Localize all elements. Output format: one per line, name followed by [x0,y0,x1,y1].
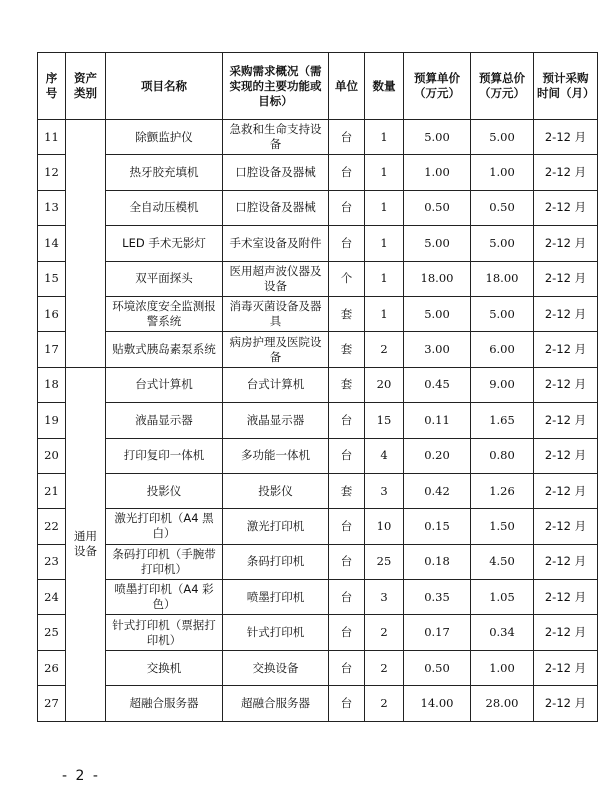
cell-total-price: 1.05 [471,580,534,615]
cell-unit-price: 1.00 [404,155,471,190]
cell-total-price: 6.00 [471,332,534,367]
cell-seq: 27 [38,686,66,721]
cell-item-name: 全自动压模机 [106,190,223,225]
header-asset-category: 资产类别 [66,53,106,120]
header-unit: 单位 [329,53,365,120]
cell-purchase-time: 2-12 月 [534,155,598,190]
cell-unit-price: 5.00 [404,226,471,261]
cell-requirement: 病房护理及医院设备 [223,332,329,367]
cell-unit: 个 [329,261,365,296]
cell-unit: 台 [329,226,365,261]
cell-unit-price: 18.00 [404,261,471,296]
cell-seq: 22 [38,509,66,544]
cell-item-name: 除颤监护仪 [106,120,223,155]
cell-seq: 26 [38,650,66,685]
cell-unit: 台 [329,438,365,473]
cell-requirement: 液晶显示器 [223,403,329,438]
cell-unit-price: 5.00 [404,120,471,155]
table-row [38,367,598,402]
cell-quantity: 1 [365,155,404,190]
cell-total-price: 1.65 [471,403,534,438]
cell-item-name: 双平面探头 [106,261,223,296]
cell-total-price: 1.00 [471,155,534,190]
cell-seq: 17 [38,332,66,367]
cell-purchase-time: 2-12 月 [534,650,598,685]
cell-unit-price: 0.42 [404,473,471,508]
cell-quantity: 1 [365,296,404,331]
header-total-price: 预算总价（万元） [471,53,534,120]
cell-requirement: 手术室设备及附件 [223,226,329,261]
cell-total-price: 1.00 [471,650,534,685]
table-row [38,403,598,438]
cell-unit: 套 [329,332,365,367]
cell-unit: 台 [329,120,365,155]
cell-total-price: 4.50 [471,544,534,579]
cell-quantity: 10 [365,509,404,544]
cell-item-name: 台式计算机 [106,367,223,402]
cell-item-name: 贴敷式胰岛素泵系统 [106,332,223,367]
cell-item-name: 环境浓度安全监测报警系统 [106,296,223,331]
cell-unit-price: 0.11 [404,403,471,438]
cell-seq: 13 [38,190,66,225]
cell-quantity: 1 [365,226,404,261]
cell-seq: 20 [38,438,66,473]
table-row [38,544,598,579]
cell-total-price: 0.50 [471,190,534,225]
cell-purchase-time: 2-12 月 [534,544,598,579]
cell-quantity: 2 [365,615,404,650]
cell-item-name: LED 手术无影灯 [106,226,223,261]
cell-item-name: 打印复印一体机 [106,438,223,473]
cell-item-name: 喷墨打印机（A4 彩色） [106,580,223,615]
table-row [38,686,598,721]
cell-purchase-time: 2-12 月 [534,403,598,438]
cell-unit-price: 3.00 [404,332,471,367]
cell-quantity: 2 [365,650,404,685]
cell-unit-price: 14.00 [404,686,471,721]
header-item-name: 项目名称 [106,53,223,120]
cell-purchase-time: 2-12 月 [534,367,598,402]
cell-unit-price: 0.50 [404,650,471,685]
cell-unit: 台 [329,403,365,438]
cell-requirement: 交换设备 [223,650,329,685]
table-row [38,155,598,190]
cell-asset-category [66,120,106,368]
cell-seq: 15 [38,261,66,296]
header-unit-price: 预算单价（万元） [404,53,471,120]
cell-purchase-time: 2-12 月 [534,296,598,331]
procurement-table [37,52,598,722]
cell-unit-price: 0.15 [404,509,471,544]
cell-unit-price: 0.18 [404,544,471,579]
cell-quantity: 3 [365,473,404,508]
cell-unit: 套 [329,473,365,508]
cell-unit-price: 0.45 [404,367,471,402]
cell-requirement: 台式计算机 [223,367,329,402]
table-row [38,332,598,367]
cell-total-price: 5.00 [471,226,534,261]
cell-seq: 16 [38,296,66,331]
cell-unit: 台 [329,686,365,721]
cell-seq: 18 [38,367,66,402]
cell-unit-price: 0.17 [404,615,471,650]
cell-purchase-time: 2-12 月 [534,580,598,615]
cell-quantity: 2 [365,332,404,367]
cell-asset-category: 通用设备 [66,367,106,721]
cell-unit-price: 0.20 [404,438,471,473]
table-row [38,438,598,473]
cell-requirement: 条码打印机 [223,544,329,579]
cell-item-name: 针式打印机（票据打印机） [106,615,223,650]
cell-requirement: 口腔设备及器械 [223,190,329,225]
table-header-row [38,53,598,120]
header-quantity: 数量 [365,53,404,120]
cell-seq: 11 [38,120,66,155]
cell-requirement: 急救和生命支持设备 [223,120,329,155]
table-row [38,226,598,261]
cell-seq: 21 [38,473,66,508]
cell-purchase-time: 2-12 月 [534,120,598,155]
table-body [38,120,598,722]
cell-seq: 24 [38,580,66,615]
cell-total-price: 28.00 [471,686,534,721]
cell-unit-price: 0.50 [404,190,471,225]
table-row [38,296,598,331]
cell-item-name: 激光打印机（A4 黑白） [106,509,223,544]
cell-purchase-time: 2-12 月 [534,261,598,296]
cell-seq: 19 [38,403,66,438]
cell-seq: 14 [38,226,66,261]
cell-quantity: 20 [365,367,404,402]
cell-item-name: 热牙胶充填机 [106,155,223,190]
cell-item-name: 交换机 [106,650,223,685]
cell-unit: 台 [329,615,365,650]
cell-unit: 台 [329,509,365,544]
cell-purchase-time: 2-12 月 [534,509,598,544]
cell-total-price: 5.00 [471,120,534,155]
cell-item-name: 液晶显示器 [106,403,223,438]
cell-quantity: 25 [365,544,404,579]
cell-quantity: 1 [365,190,404,225]
cell-purchase-time: 2-12 月 [534,615,598,650]
cell-requirement: 消毒灭菌设备及器具 [223,296,329,331]
table-row [38,261,598,296]
cell-unit-price: 0.35 [404,580,471,615]
page-number: - 2 - [62,768,100,784]
cell-unit: 套 [329,296,365,331]
cell-purchase-time: 2-12 月 [534,438,598,473]
cell-requirement: 喷墨打印机 [223,580,329,615]
cell-quantity: 1 [365,261,404,296]
cell-requirement: 超融合服务器 [223,686,329,721]
cell-total-price: 0.80 [471,438,534,473]
cell-requirement: 投影仪 [223,473,329,508]
cell-requirement: 激光打印机 [223,509,329,544]
cell-unit: 套 [329,367,365,402]
header-purchase-time: 预计采购时间（月） [534,53,598,120]
cell-total-price: 1.26 [471,473,534,508]
cell-quantity: 15 [365,403,404,438]
table-row [38,650,598,685]
cell-requirement: 针式打印机 [223,615,329,650]
cell-total-price: 5.00 [471,296,534,331]
cell-seq: 25 [38,615,66,650]
table-row [38,615,598,650]
cell-item-name: 条码打印机（手腕带打印机） [106,544,223,579]
table-row [38,580,598,615]
header-seq: 序号 [38,53,66,120]
cell-total-price: 18.00 [471,261,534,296]
cell-total-price: 0.34 [471,615,534,650]
table-row [38,190,598,225]
cell-requirement: 医用超声波仪器及设备 [223,261,329,296]
cell-quantity: 1 [365,120,404,155]
cell-unit: 台 [329,544,365,579]
cell-item-name: 超融合服务器 [106,686,223,721]
cell-requirement: 口腔设备及器械 [223,155,329,190]
table-row [38,473,598,508]
cell-total-price: 9.00 [471,367,534,402]
cell-unit: 台 [329,190,365,225]
cell-purchase-time: 2-12 月 [534,226,598,261]
cell-unit-price: 5.00 [404,296,471,331]
cell-purchase-time: 2-12 月 [534,473,598,508]
table-row [38,509,598,544]
cell-item-name: 投影仪 [106,473,223,508]
cell-unit: 台 [329,650,365,685]
cell-purchase-time: 2-12 月 [534,332,598,367]
cell-purchase-time: 2-12 月 [534,686,598,721]
cell-unit: 台 [329,155,365,190]
cell-quantity: 2 [365,686,404,721]
cell-seq: 23 [38,544,66,579]
cell-quantity: 4 [365,438,404,473]
cell-seq: 12 [38,155,66,190]
table-row [38,120,598,155]
cell-requirement: 多功能一体机 [223,438,329,473]
cell-unit: 台 [329,580,365,615]
cell-purchase-time: 2-12 月 [534,190,598,225]
cell-total-price: 1.50 [471,509,534,544]
header-requirement: 采购需求概况（需实现的主要功能或目标） [223,53,329,120]
cell-quantity: 3 [365,580,404,615]
